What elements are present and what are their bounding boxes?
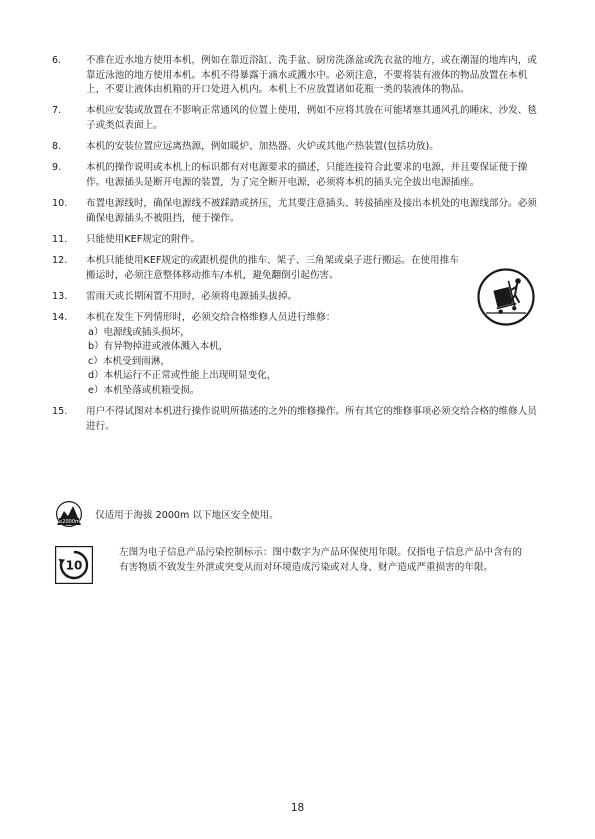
item-text: 用户不得试图对本机进行操作说明所描述的之外的维修操作。所有其它的维修事项必须交给合格的维修人员进行。 [86, 406, 537, 432]
altitude-limit-icon [55, 501, 83, 527]
cart-tipover-warning-icon [477, 268, 535, 326]
altitude-note-text: 仅适用于海拔 2000m 以下地区安全使用。 [95, 510, 279, 521]
item-number: 12. [52, 255, 68, 267]
item-number: 10. [52, 198, 68, 210]
list-item [52, 290, 542, 305]
item-text: 本机在发生下列情形时，必须交给合格维修人员进行维修： [86, 312, 336, 324]
item-number: 11. [52, 233, 68, 245]
pollution-control-note-text: 左图为电子信息产品污染控制标示：图中数字为产品环保使用年限。仅指电子信息产品中含有的有害物质不致发生外泄或突变从而对环境造成污染或对人身、财产造成严重损害的年限。 [119, 547, 522, 573]
sub-item: e）本机坠落或机箱受损。 [88, 385, 200, 397]
sub-item: b）有异物掉进或液体溅入本机， [88, 341, 229, 353]
altitude-icon-label: ≤2000m [58, 519, 80, 525]
item-text: 本机应安装或放置在不影响正常通风的位置上使用，例如不应将其放在可能堵塞其通风孔的睡床、沙发、毯子或类似表面上。 [86, 105, 537, 131]
list-item [52, 104, 542, 133]
sub-item: d）本机运行不正常或性能上出现明显变化， [88, 370, 277, 382]
page-number: 18 [290, 802, 305, 814]
item-text: 布置电源线时，确保电源线不被踩踏或挤压，尤其要注意插头、转接插座及接出本机处的电源线部分。必须确保电源插头不被阻挡，便于操作。 [86, 198, 537, 224]
item-number: 8. [52, 141, 62, 153]
sub-item: a）电源线或插头损坏， [88, 326, 190, 338]
safety-instructions-list [52, 54, 542, 441]
item-number: 14. [52, 312, 68, 324]
item-text: 本机的安装位置应远离热源，例如暖炉、加热器、火炉或其他产热装置(包括功放)。 [86, 141, 439, 153]
item-number: 7. [52, 105, 62, 117]
altitude-note [55, 501, 535, 527]
list-item [52, 54, 542, 98]
item-number: 9. [52, 162, 62, 174]
list-item [52, 140, 542, 155]
list-item [52, 233, 542, 248]
item-text: 本机只能使用KEF规定的或跟机提供的推车、架子、三角架或桌子进行搬运。在使用推车搬运时，必须注意整体移动推车/本机，避免翻倒引起伤害。 [86, 255, 459, 281]
item-text: 不准在近水地方使用本机，例如在靠近浴缸、洗手盆、厨房洗涤盆或洗衣盆的地方，或在潮湿的地库内，或靠近泳池的地方使用本机。本机不得暴露于滴水或溅水中。必须注意，不要将装有液体的物品放置在本机上，不要让液体由机箱的开口处进入机内。本机上不应放置诸如花瓶一类的装液体的物品。 [86, 55, 537, 96]
sub-item: c）本机受到雨淋， [88, 355, 171, 367]
item-number: 15. [52, 406, 68, 418]
item-text: 雷雨天或长期闲置不用时，必须将电源插头拔掉。 [86, 290, 298, 302]
item-text: 只能使用KEF规定的附件。 [86, 233, 200, 245]
pollution-control-note [55, 546, 535, 584]
epup-10-icon [55, 546, 93, 584]
item-number: 6. [52, 55, 62, 66]
list-item [52, 254, 542, 283]
item-text: 本机的操作说明或本机上的标识都有对电源要求的描述，只能连接符合此要求的电源，并且要保证便于操作。电源插头是断开电源的装置，为了完全断开电源，必须将本机的插头完全拔出电源插座。 [86, 162, 528, 188]
list-item [52, 197, 542, 226]
list-item [52, 161, 542, 190]
list-item [52, 311, 542, 399]
item-number: 13. [52, 290, 68, 302]
list-item [52, 405, 542, 434]
epup-icon-label: 10 [65, 558, 83, 573]
